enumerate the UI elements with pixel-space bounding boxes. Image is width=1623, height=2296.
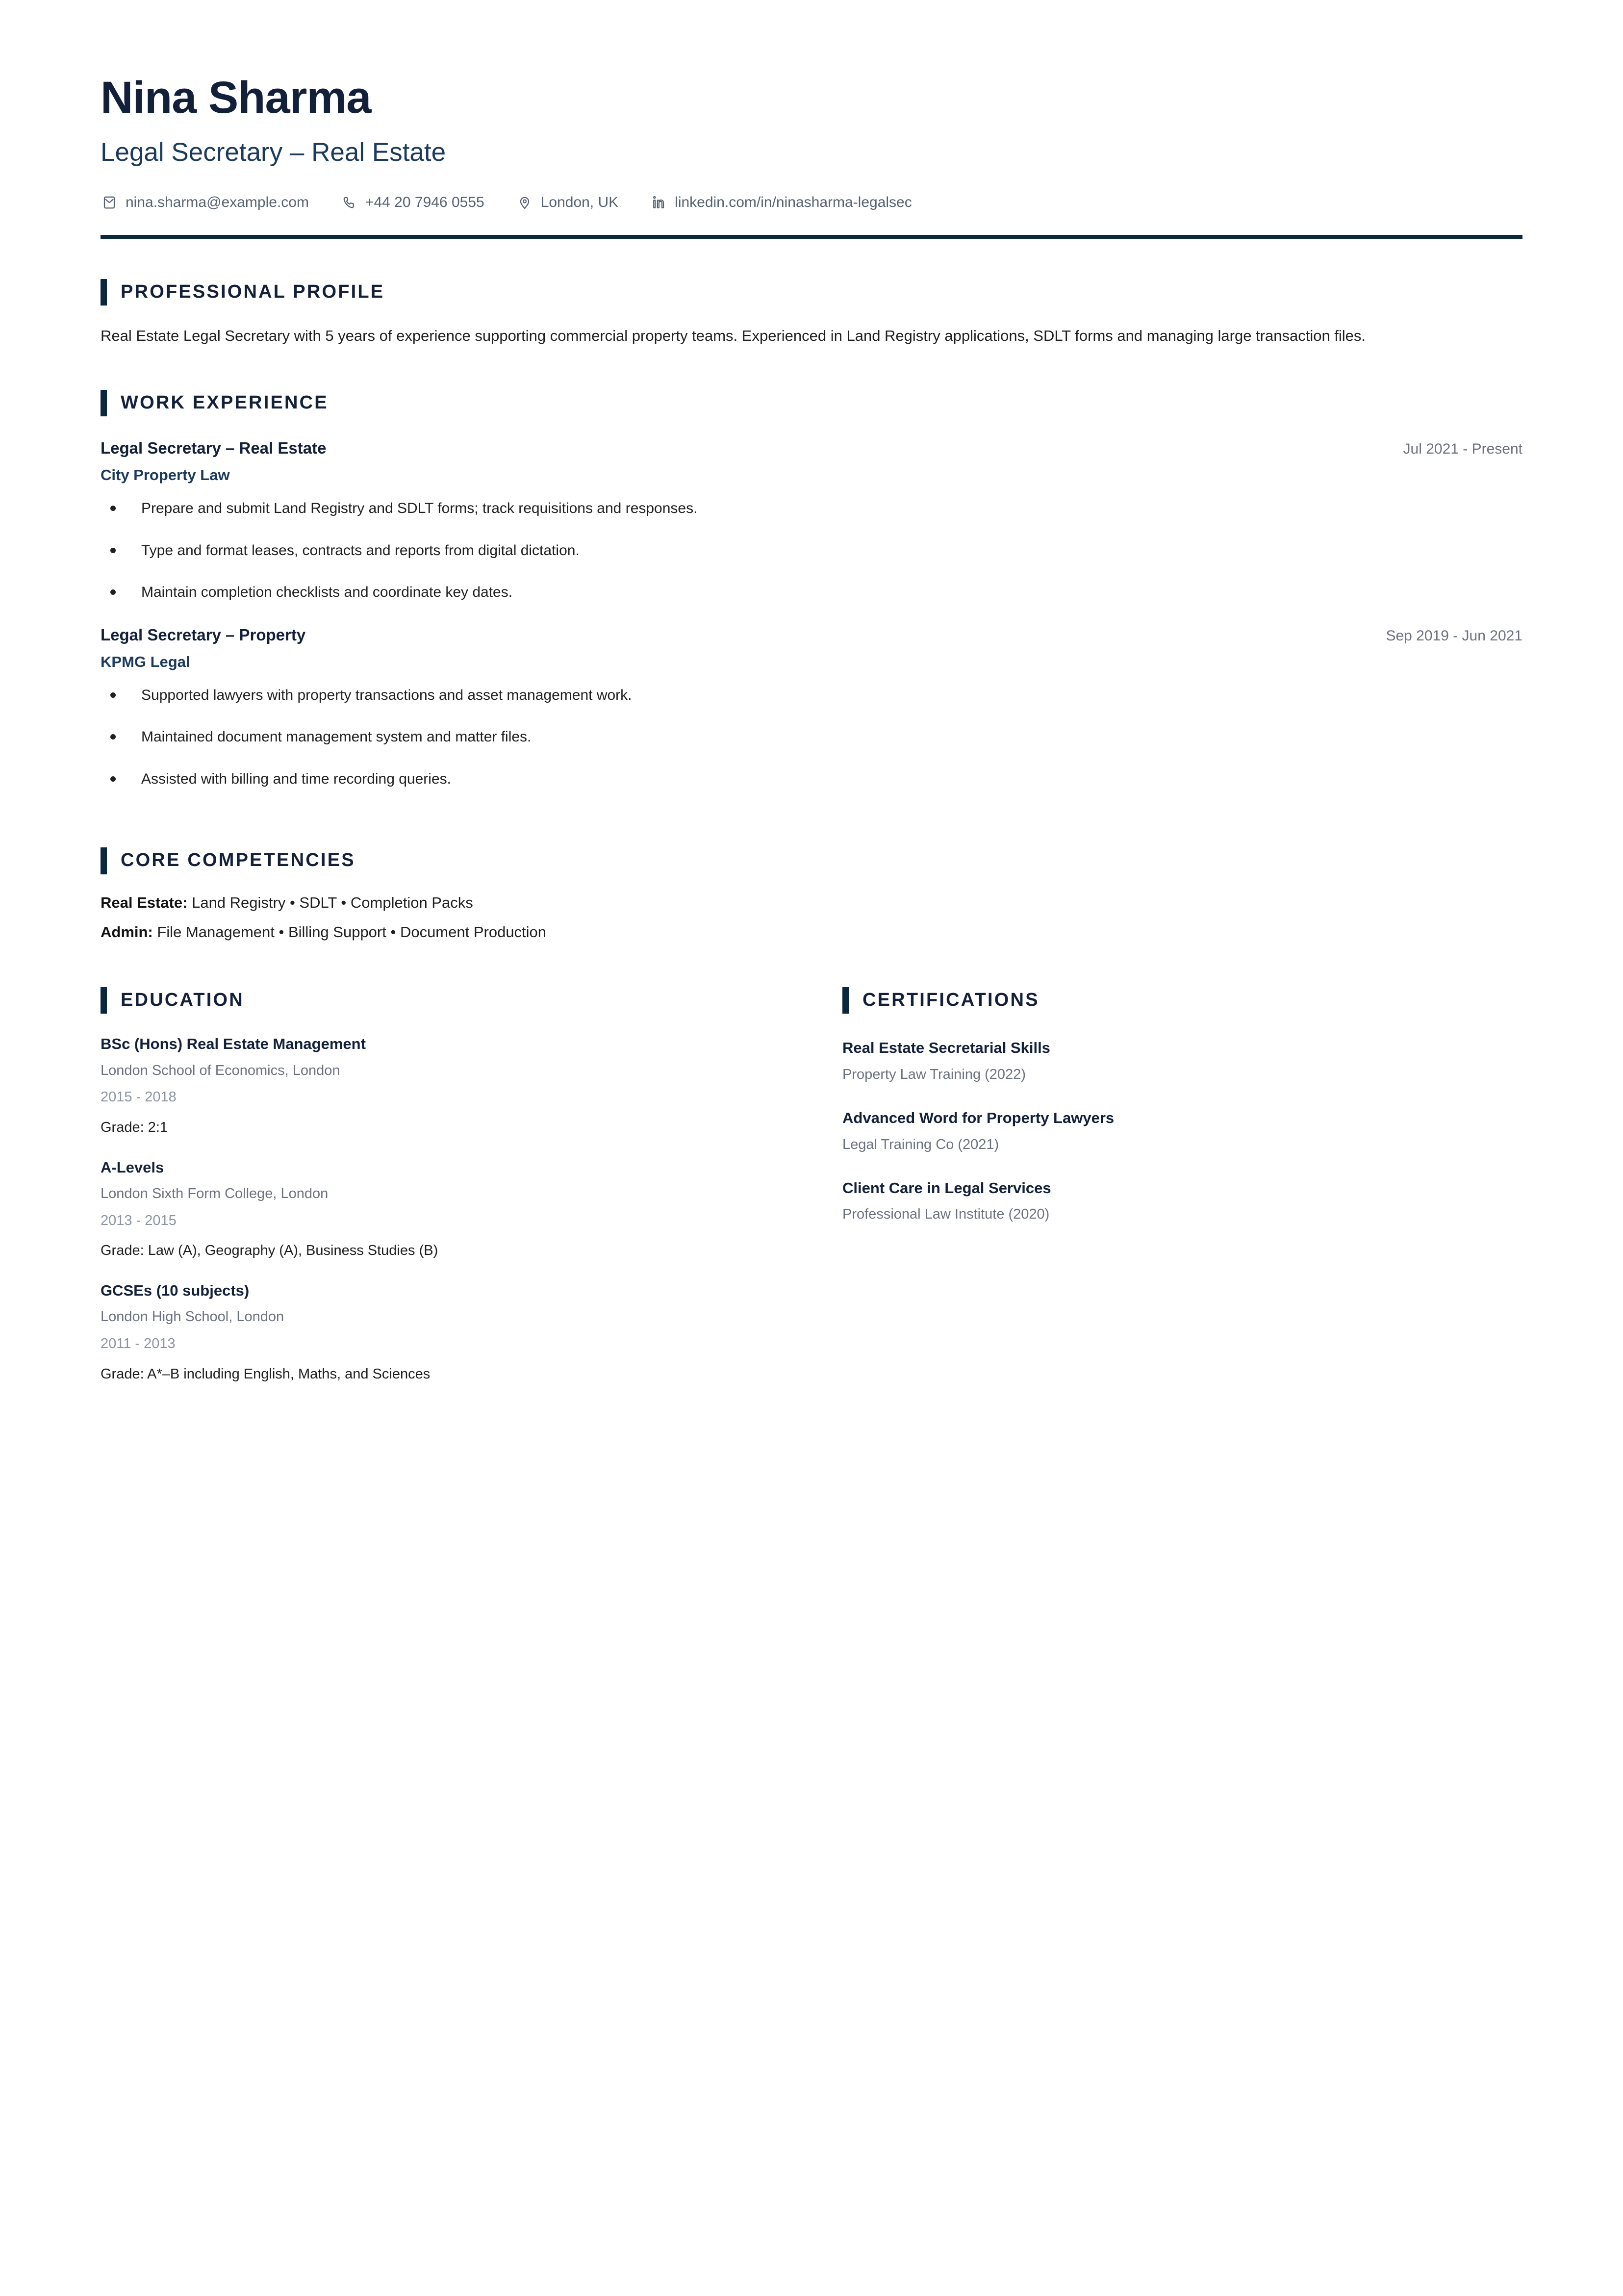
section-certifications bbox=[842, 987, 1522, 1224]
experience-header-row bbox=[101, 626, 1522, 644]
section-title-experience: WORK EXPERIENCE bbox=[121, 392, 329, 413]
contact-linkedin-text: linkedin.com/in/ninasharma-legalsec bbox=[675, 194, 912, 210]
certification-issuer: Professional Law Institute (2020) bbox=[842, 1206, 1050, 1223]
section-accent-bar bbox=[101, 279, 107, 306]
certification-entry bbox=[842, 1178, 1522, 1224]
education-degree: GCSEs (10 subjects) bbox=[101, 1281, 250, 1299]
section-header bbox=[842, 987, 1522, 1014]
competency-value: Land Registry • SDLT • Completion Packs bbox=[187, 893, 473, 911]
section-accent-bar bbox=[101, 847, 107, 874]
experience-bullet: Maintain completion checklists and coordinate key dates. bbox=[101, 582, 1522, 603]
section-education bbox=[101, 987, 842, 1384]
experience-bullet: Supported lawyers with property transactions and asset management work. bbox=[101, 685, 1522, 706]
experience-bullet-list bbox=[101, 685, 1522, 790]
contact-location-text: London, UK bbox=[540, 194, 619, 210]
section-accent-bar bbox=[101, 390, 107, 417]
experience-company: City Property Law bbox=[101, 466, 230, 484]
section-work-experience bbox=[101, 390, 1522, 790]
experience-bullet-list bbox=[101, 498, 1522, 603]
mail-icon bbox=[101, 194, 118, 211]
education-grade: Grade: Law (A), Geography (A), Business Studies (B) bbox=[101, 1243, 438, 1259]
section-accent-bar bbox=[842, 987, 849, 1014]
section-title-competencies: CORE COMPETENCIES bbox=[121, 850, 355, 871]
competency-value: File Management • Billing Support • Document Production bbox=[152, 923, 547, 941]
section-title-education: EDUCATION bbox=[121, 989, 244, 1010]
certification-entry bbox=[842, 1038, 1522, 1084]
education-grade: Grade: 2:1 bbox=[101, 1119, 168, 1135]
section-header bbox=[101, 847, 1522, 874]
competency-label: Real Estate: bbox=[101, 893, 188, 911]
experience-company: KPMG Legal bbox=[101, 653, 190, 670]
certification-name: Advanced Word for Property Lawyers bbox=[842, 1109, 1115, 1127]
contact-email[interactable] bbox=[101, 194, 309, 211]
section-accent-bar bbox=[101, 987, 107, 1014]
experience-role: Legal Secretary – Real Estate bbox=[101, 439, 327, 458]
certification-issuer: Property Law Training (2022) bbox=[842, 1066, 1026, 1082]
candidate-name: Nina Sharma bbox=[101, 73, 371, 123]
certification-name: Client Care in Legal Services bbox=[842, 1179, 1051, 1197]
section-header bbox=[101, 279, 1522, 306]
contact-phone-text: +44 20 7946 0555 bbox=[365, 194, 484, 210]
location-pin-icon bbox=[516, 194, 533, 211]
competency-line bbox=[101, 891, 1522, 915]
section-title-certifications: CERTIFICATIONS bbox=[862, 989, 1040, 1010]
contact-linkedin[interactable] bbox=[650, 194, 912, 211]
linkedin-icon bbox=[650, 194, 667, 211]
experience-entry bbox=[101, 439, 1522, 603]
experience-bullet: Type and format leases, contracts and reports from digital dictation. bbox=[101, 540, 1522, 561]
section-core-competencies bbox=[101, 847, 1522, 944]
education-school: London High School, London bbox=[101, 1309, 284, 1325]
candidate-job-title: Legal Secretary – Real Estate bbox=[101, 138, 446, 167]
education-dates: 2013 - 2015 bbox=[101, 1212, 177, 1228]
certification-name: Real Estate Secretarial Skills bbox=[842, 1039, 1050, 1057]
contact-email-text: nina.sharma@example.com bbox=[126, 194, 309, 210]
certification-issuer: Legal Training Co (2021) bbox=[842, 1136, 999, 1152]
education-certifications-columns bbox=[101, 987, 1522, 1384]
section-header bbox=[101, 987, 842, 1014]
education-grade: Grade: A*–B including English, Maths, and Sciences bbox=[101, 1366, 431, 1382]
education-entry bbox=[101, 1281, 842, 1383]
header-divider bbox=[101, 235, 1522, 239]
contact-location bbox=[516, 194, 618, 211]
certification-entry bbox=[842, 1108, 1522, 1154]
experience-bullet: Maintained document management system and matter files. bbox=[101, 726, 1522, 748]
profile-summary-text: Real Estate Legal Secretary with 5 years of experience supporting commercial property teams. Experienced in Land Registry applications, SDLT forms and managing large transaction files. bbox=[101, 327, 1366, 345]
contact-phone[interactable] bbox=[340, 194, 484, 211]
section-professional-profile bbox=[101, 279, 1522, 350]
education-school: London School of Economics, London bbox=[101, 1062, 340, 1078]
experience-dates: Jul 2021 - Present bbox=[1403, 441, 1522, 458]
education-school: London Sixth Form College, London bbox=[101, 1185, 329, 1201]
experience-header-row bbox=[101, 439, 1522, 458]
education-degree: A-Levels bbox=[101, 1158, 164, 1176]
section-title-profile: PROFESSIONAL PROFILE bbox=[121, 281, 385, 302]
education-dates: 2015 - 2018 bbox=[101, 1089, 177, 1105]
education-entry bbox=[101, 1158, 842, 1260]
experience-entry bbox=[101, 626, 1522, 790]
section-header bbox=[101, 390, 1522, 417]
resume-header bbox=[101, 0, 1522, 239]
education-dates: 2011 - 2013 bbox=[101, 1335, 176, 1352]
competency-line bbox=[101, 920, 1522, 944]
phone-icon bbox=[340, 194, 358, 211]
experience-bullet: Prepare and submit Land Registry and SDLT forms; track requisitions and responses. bbox=[101, 498, 1522, 519]
experience-bullet: Assisted with billing and time recording queries. bbox=[101, 768, 1522, 790]
contact-row bbox=[101, 194, 1522, 211]
experience-dates: Sep 2019 - Jun 2021 bbox=[1386, 627, 1522, 644]
experience-role: Legal Secretary – Property bbox=[101, 625, 306, 644]
certifications-column bbox=[842, 987, 1522, 1384]
education-entry bbox=[101, 1034, 842, 1137]
education-column bbox=[101, 987, 842, 1384]
education-degree: BSc (Hons) Real Estate Management bbox=[101, 1035, 366, 1053]
competency-label: Admin: bbox=[101, 923, 153, 941]
